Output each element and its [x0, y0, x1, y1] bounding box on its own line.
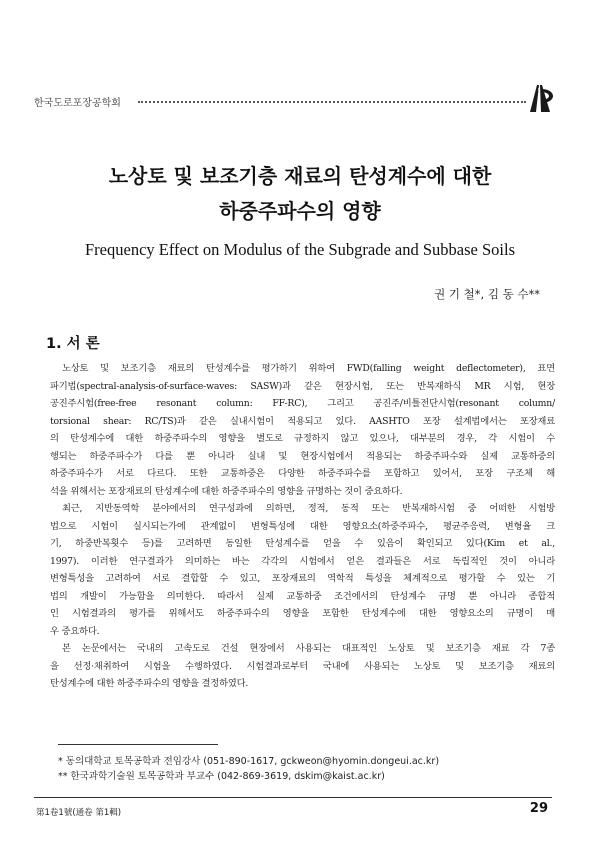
paragraph-3 [50, 640, 555, 693]
author-list: 권 기 철*, 김 동 수** [434, 287, 540, 301]
text-line: 파기법(spectral-analysis-of-surface-waves: SASW)과 같은 현장시험, 또는 반복재하식 MR 시험, 현장 [50, 380, 555, 392]
footnote-2: ** 한국과학기술원 토목공학과 부교수 (042-869-3619, dskim@kaist.ac.kr) [58, 771, 385, 782]
text-line: 공진주시험(free-free resonant column: FF-RC), 그리고 공진주/비틀전단시험(resonant column/ [50, 398, 555, 409]
text-line: 석을 위해서는 포장재료의 탄성계수에 대한 하중주파수의 영향을 규명하는 것이 중요하다. [50, 485, 403, 497]
text-line: 행되는 하중주파수가 다를 뿐 아니라 실내 및 현장시험에서 적용되는 하중주파수와 실제 교통하중의 [50, 450, 555, 462]
paragraph-2 [50, 500, 555, 640]
body-text [50, 360, 555, 693]
footnote-rule [58, 744, 218, 745]
text-line: 1997). 이러한 연구결과가 의미하는 바는 각각의 시험에서 얻은 결과들은 서로 독립적인 것이 아니라 [50, 555, 555, 567]
section-heading: 1. 서 론 [46, 336, 100, 352]
text-line: 변형특성을 고려하여 서로 결합할 수 있고, 포장재료의 역학적 특성을 체계적으로 평가할 수 있는 기 [50, 573, 555, 584]
korean-title-line-2: 하중주파수의 영향 [219, 199, 381, 223]
footnote-1: * 동의대학교 토목공학과 전임강사 (051-890-1617, gckweon@hyomin.dongeui.ac.kr) [58, 756, 440, 767]
text-line: 법의 개발이 가능함을 의미한다. 따라서 실제 교통하중 조건에서의 탄성계수 규명 뿐 아니라 종합적 [50, 590, 555, 602]
english-title: Frequency Effect on Modulus of the Subgrade and Subbase Soils [85, 240, 515, 259]
page-number: 29 [529, 801, 548, 816]
footer-rule [34, 797, 552, 798]
text-line: 우 중요하다. [50, 625, 100, 637]
text-line: 하중주파수가 서로 다르다. 또한 교통하중은 다양한 하중주파수를 포함하고 있어서, 포장 구조체 해 [50, 468, 555, 479]
text-line: 법으로 시험이 실시되는가에 관계없이 변형특성에 대한 영향요소(하중주파수, 평균주응력, 변형율 크 [50, 520, 555, 532]
text-line: 탄성계수에 대한 하중주파수의 영향을 결정하였다. [50, 678, 249, 689]
header-dotted-rule [138, 101, 526, 103]
text-line: torsional shear: RC/TS)과 같은 실내시험이 적용되고 있다. AASHTO 포장 설계법에서는 포장재료 [50, 415, 555, 427]
journal-name: 한국도로포장공학회 [34, 98, 121, 109]
text-line: 본 논문에서는 국내의 고속도로 건설 현장에서 사용되는 대표적인 노상토 및 보조기층 재료 각 7종 [62, 643, 555, 654]
paragraph-1 [50, 360, 555, 500]
text-line: 기, 하중반복횟수 등)를 고려하면 동일한 탄성계수를 얻을 수 있음이 확인되고 있다(Kim et al., [50, 538, 555, 549]
korean-title-line-1: 노상토 및 보조기층 재료의 탄성계수에 대한 [108, 164, 492, 188]
road-logo-icon [526, 82, 554, 114]
text-line: 인 시험결과의 평가를 위해서도 하중주파수의 영향을 포함한 탄성계수에 대한 영향요소의 규명이 매 [50, 608, 555, 619]
text-line: 의 탄성계수에 대한 하중주파수의 영향을 별도로 규정하지 않고 있으나, 대부분의 경우, 각 시험이 수 [50, 433, 555, 444]
issue-info: 第1卷1號(通卷 第1輯) [36, 808, 122, 818]
text-line: 노상토 및 보조기층 재료의 탄성계수를 평가하기 위하여 FWD(falling weight deflectometer), 표면 [62, 363, 555, 374]
text-line: 최근, 지반동역학 분야에서의 연구성과에 의하면, 정적, 동적 또는 반복재하시험 중 어떠한 시험방 [62, 503, 555, 514]
running-header [34, 92, 542, 114]
text-line: 을 선정·채취하여 시험을 수행하였다. 시험결과로부터 국내에 사용되는 노상토 및 보조기층 재료의 [50, 660, 555, 672]
